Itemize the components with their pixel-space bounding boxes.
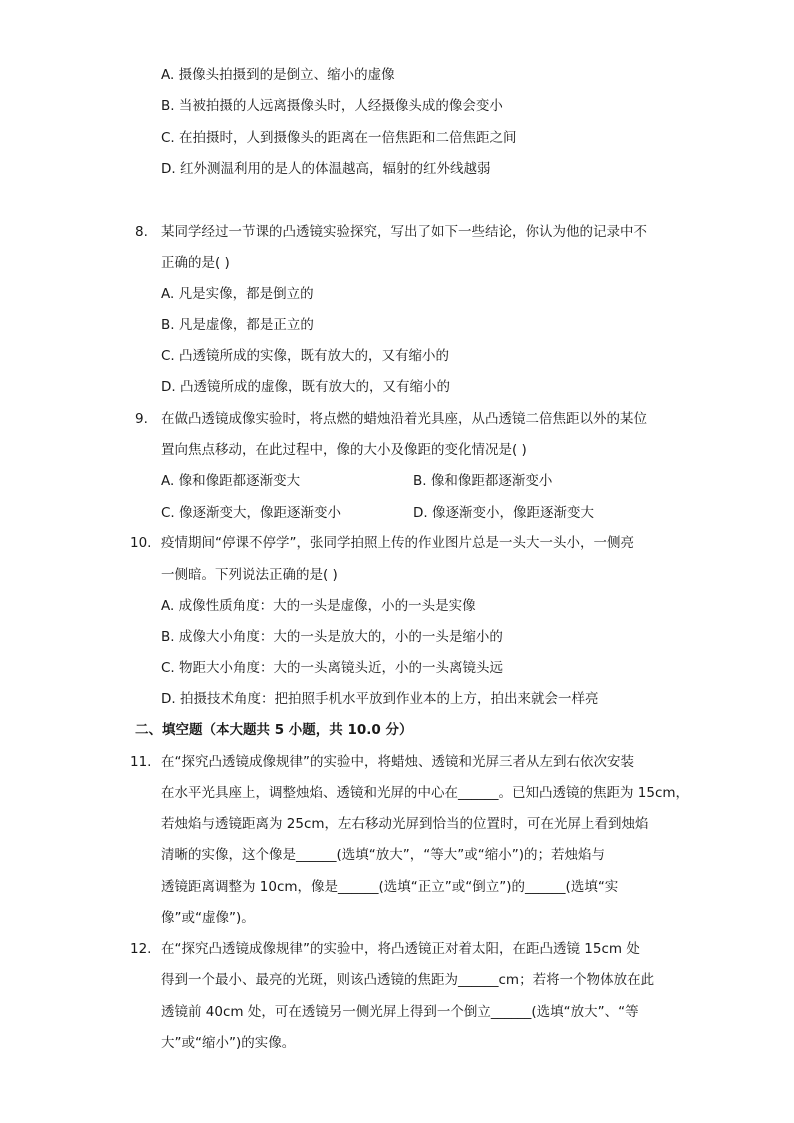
q9-option-a: A. 像和像距都逐渐变大 [161, 473, 301, 489]
q9-option-c: C. 像逐渐变大，像距逐渐变小 [161, 505, 342, 521]
q12-line1: 在“探究凸透镜成像规律”的实验中，将凸透镜正对着太阳，在距凸透镜 15cm 处 [161, 941, 640, 957]
q11-line6: 像”或“虚像”)。 [161, 910, 255, 926]
q10-option-b: B. 成像大小角度：大的一头是放大的，小的一头是缩小的 [161, 629, 503, 645]
q8-option-a: A. 凡是实像，都是倒立的 [161, 286, 314, 302]
q8-stem-line2: 正确的是( ) [161, 255, 230, 271]
q8-number: 8. [135, 224, 148, 240]
q11-number: 11. [130, 754, 152, 770]
q9-option-d: D. 像逐渐变小，像距逐渐变大 [413, 505, 594, 521]
q10-stem-line2: 一侧暗。下列说法正确的是( ) [161, 567, 338, 583]
q9-number: 9. [135, 411, 148, 427]
q8-option-d: D. 凸透镜所成的虚像，既有放大的，又有缩小的 [161, 379, 450, 395]
q12-line4: 大”或“缩小”)的实像。 [161, 1035, 296, 1051]
q9-option-b: B. 像和像距都逐渐变小 [413, 473, 553, 489]
q11-line1: 在“探究凸透镜成像规律”的实验中，将蜡烛、透镜和光屏三者从左到右依次安装 [161, 754, 634, 770]
section-heading-fill-in: 二、填空题（本大题共 5 小题，共 10.0 分） [135, 722, 413, 738]
q9-stem-line1: 在做凸透镜成像实验时，将点燃的蜡烛沿着光具座，从凸透镜二倍焦距以外的某位 [161, 411, 647, 427]
q10-number: 10. [130, 535, 152, 551]
q10-option-a: A. 成像性质角度：大的一头是虚像，小的一头是实像 [161, 598, 476, 614]
q7-option-c: C. 在拍摄时，人到摄像头的距离在一倍焦距和二倍焦距之间 [161, 130, 517, 146]
q7-option-b: B. 当被拍摄的人远离摄像头时，人经摄像头成的像会变小 [161, 98, 503, 114]
q12-number: 12. [130, 941, 152, 957]
q12-line2: 得到一个最小、最亮的光斑，则该凸透镜的焦距为______cm；若将一个物体放在此 [161, 972, 655, 988]
q9-stem-line2: 置向焦点移动，在此过程中，像的大小及像距的变化情况是( ) [161, 442, 527, 458]
q10-stem-line1: 疫情期间“停课不停学”，张同学拍照上传的作业图片总是一头大一头小，一侧亮 [161, 535, 634, 551]
q11-line3: 若烛焰与透镜距离为 25cm，左右移动光屏到恰当的位置时，可在光屏上看到烛焰 [161, 816, 649, 832]
q8-option-c: C. 凸透镜所成的实像，既有放大的，又有缩小的 [161, 348, 450, 364]
q11-line2: 在水平光具座上，调整烛焰、透镜和光屏的中心在______。已知凸透镜的焦距为 15cm， [161, 785, 690, 801]
q11-line4: 清晰的实像，这个像是______(选填“放大”，“等大”或“缩小”)的；若烛焰与 [161, 847, 605, 863]
q8-option-b: B. 凡是虚像，都是正立的 [161, 317, 314, 333]
q12-line3: 透镜前 40cm 处，可在透镜另一侧光屏上得到一个倒立______(选填“放大”、“等 [161, 1004, 639, 1020]
q11-line5: 透镜距离调整为 10cm，像是______(选填“正立”或“倒立”)的______(选填“实 [161, 879, 619, 895]
q10-option-d: D. 拍摄技术角度：把拍照手机水平放到作业本的上方，拍出来就会一样亮 [161, 691, 599, 707]
q7-option-a: A. 摄像头拍摄到的是倒立、缩小的虚像 [161, 67, 395, 83]
q8-stem-line1: 某同学经过一节课的凸透镜实验探究，写出了如下一些结论，你认为他的记录中不 [161, 224, 647, 240]
q7-option-d: D. 红外测温利用的是人的体温越高，辐射的红外线越弱 [161, 161, 491, 177]
q10-option-c: C. 物距大小角度：大的一头离镜头近，小的一头离镜头远 [161, 660, 504, 676]
